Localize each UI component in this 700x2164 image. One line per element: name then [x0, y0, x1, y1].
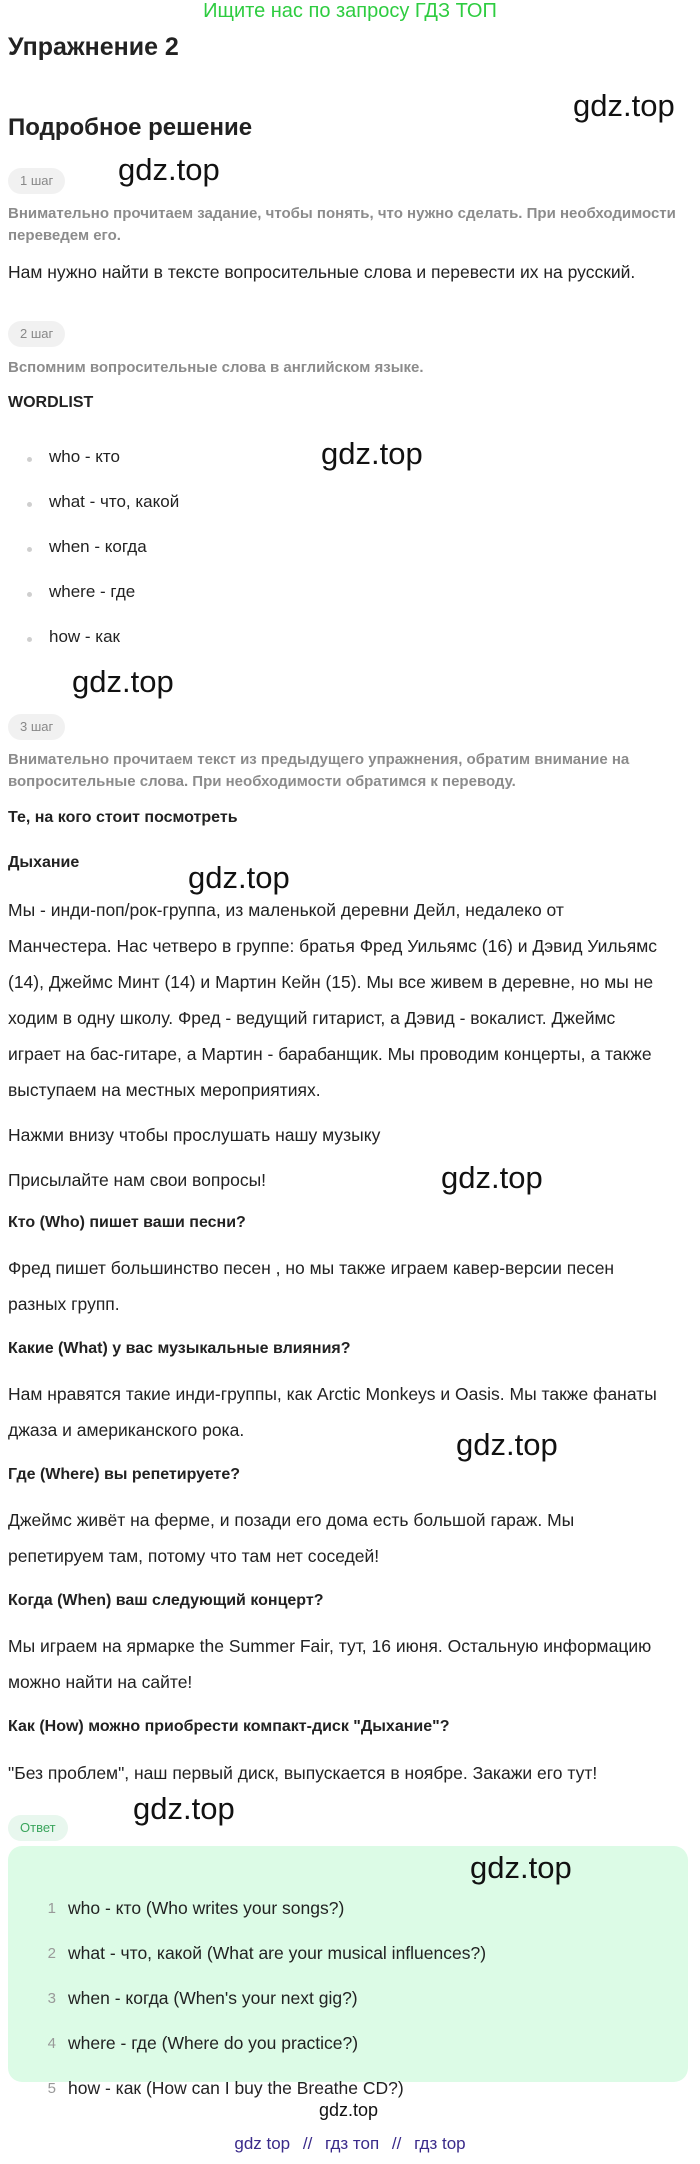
answer-item: what - что, какой (What are your musical influences?) [68, 1943, 487, 1963]
paragraph-line: ходим в одну школу. Фред - ведущий гитарист, а Дэвид - вокалист. Джеймс [8, 1008, 616, 1028]
band-name: Дыхание [8, 854, 80, 871]
answer-when-line: Мы играем на ярмарке the Summer Fair, тут, 16 июня. Остальную информацию [8, 1636, 652, 1656]
watermark: gdz.top [188, 860, 290, 895]
footer-link-gdz-top-mixed[interactable]: гдз top [414, 2134, 466, 2153]
watermark: gdz.top [319, 2100, 379, 2120]
bullet-icon [27, 592, 32, 597]
watermark: gdz.top [321, 436, 423, 471]
paragraph-line: Мы - инди-поп/рок-группа, из маленькой деревни Дейл, недалеко от [8, 900, 564, 920]
answer-where-line: репетируем там, потому что там нет соседей! [8, 1546, 380, 1566]
answer-number: 4 [47, 2035, 56, 2052]
answer-number: 5 [47, 2080, 56, 2097]
watermark: gdz.top [441, 1160, 543, 1195]
footer-link-gdz-top[interactable]: gdz top [234, 2134, 291, 2153]
article-heading: Те, на кого стоит посмотреть [8, 809, 238, 826]
question-when: Когда (When) ваш следующий концерт? [8, 1592, 324, 1609]
paragraph-line: играет на бас-гитаре, а Мартин - барабанщик. Мы проводим концерты, а также [8, 1044, 652, 1064]
watermark: gdz.top [456, 1427, 558, 1462]
question-who: Кто (Who) пишет ваши песни? [8, 1214, 246, 1231]
wordlist-item: what - что, какой [49, 492, 180, 511]
step1-note: Внимательно прочитаем задание, чтобы понять, что нужно сделать. При необходимости переведем его. [8, 205, 676, 244]
answer-when-line: можно найти на сайте! [8, 1672, 193, 1692]
answer-number: 3 [47, 1990, 56, 2007]
answer-where-line: Джеймс живёт на ферме, и позади его дома есть большой гараж. Мы [8, 1510, 575, 1530]
wordlist-item: how - как [49, 627, 120, 646]
step-badge-3: 3 шаг [8, 714, 65, 740]
footer-links [0, 2134, 700, 2154]
answer-number: 2 [47, 1945, 56, 1962]
footer-link-gdz-top-ru[interactable]: гдз топ [325, 2134, 380, 2153]
solution-title: Подробное решение [8, 114, 253, 141]
step-badge-2: 2 шаг [8, 321, 65, 347]
step3-note: Внимательно прочитаем текст из предыдущего упражнения, обратим внимание на вопросительные слова. При необходимости обратимся к переводу. [8, 751, 630, 790]
wordlist-item: when - когда [49, 537, 147, 556]
watermark: gdz.top [573, 88, 675, 123]
bullet-icon [27, 547, 32, 552]
footer-separator: // [302, 2134, 313, 2153]
answer-who-line: Фред пишет большинство песен , но мы также играем кавер-версии песен [8, 1258, 615, 1278]
paragraph-line: (14), Джеймс Минт (14) и Мартин Кейн (15). Мы все живем в деревне, но мы не [8, 972, 654, 992]
answer-number: 1 [47, 1900, 56, 1917]
footer-separator: // [391, 2134, 402, 2153]
answer-item: where - где (Where do you practice?) [68, 2033, 359, 2053]
answer-how-text: "Без проблем", наш первый диск, выпускается в ноябре. Закажи его тут! [8, 1763, 598, 1783]
exercise-title: Упражнение 2 [8, 33, 179, 61]
answer-what-line: Нам нравятся такие инди-группы, как Arctic Monkeys и Oasis. Мы также фанаты [8, 1384, 657, 1404]
search-hint-link[interactable]: Ищите нас по запросу ГДЗ ТОП [203, 0, 497, 22]
step2-note: Вспомним вопросительные слова в английском языке. [8, 359, 424, 376]
bullet-icon [27, 502, 32, 507]
step1-text: Нам нужно найти в тексте вопросительные слова и перевести их на русский. [8, 262, 636, 282]
answer-what-line: джаза и американского рока. [8, 1420, 245, 1440]
paragraph-line: выступаем на местных мероприятиях. [8, 1080, 321, 1100]
watermark: gdz.top [133, 1791, 235, 1826]
answer-item: who - кто (Who writes your songs?) [68, 1898, 345, 1918]
question-how: Как (How) можно приобрести компакт-диск "Дыхание"? [8, 1718, 450, 1735]
answer-badge: Ответ [8, 1815, 68, 1841]
bullet-icon [27, 637, 32, 642]
wordlist-item: where - где [49, 582, 136, 601]
watermark: gdz.top [470, 1850, 572, 1885]
question-where: Где (Where) вы репетируете? [8, 1466, 241, 1483]
listen-text: Нажми внизу чтобы прослушать нашу музыку [8, 1125, 381, 1145]
watermark: gdz.top [118, 152, 220, 187]
answer-item: how - как (How can I buy the Breathe CD?) [68, 2078, 404, 2098]
send-questions-text: Присылайте нам свои вопросы! [8, 1170, 267, 1190]
answer-item: when - когда (When's your next gig?) [68, 1988, 358, 2008]
bullet-icon [27, 457, 32, 462]
paragraph-line: Манчестера. Нас четверо в группе: братья Фред Уильямс (16) и Дэвид Уильямс [8, 936, 658, 956]
question-what: Какие (What) у вас музыкальные влияния? [8, 1340, 351, 1357]
watermark: gdz.top [72, 664, 174, 699]
wordlist-item: who - кто [49, 447, 120, 466]
answer-who-line: разных групп. [8, 1294, 120, 1314]
step-badge-1: 1 шаг [8, 168, 65, 194]
wordlist-title: WORDLIST [8, 394, 94, 411]
